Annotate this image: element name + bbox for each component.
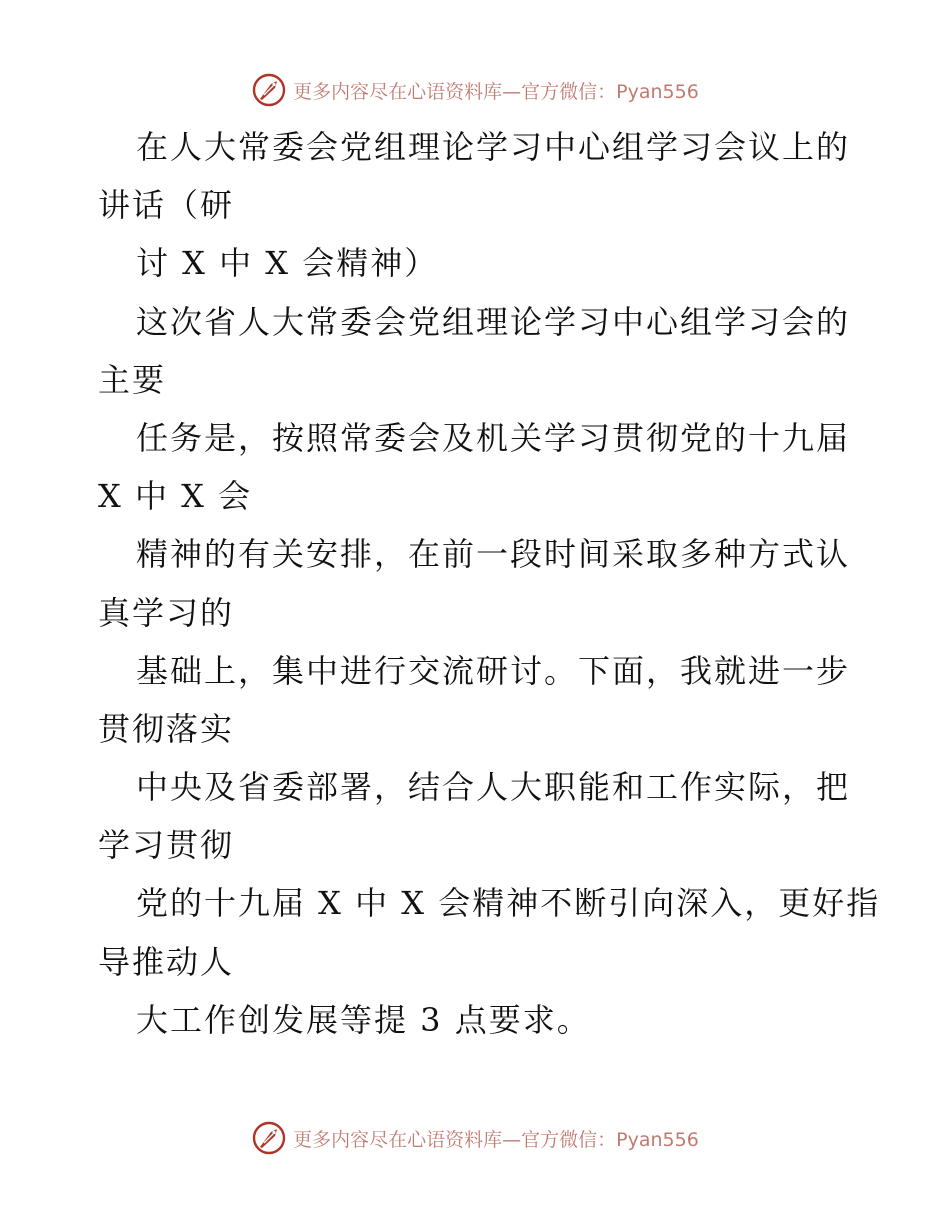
- document-line: 这次省人大常委会党组理论学习中心组学习会的: [136, 302, 851, 341]
- document-line: 讲话（研: [98, 186, 235, 225]
- document-line: 党的十九届 X 中 X 会精神不断引向深入，更好指: [136, 884, 881, 923]
- document-line: 任务是，按照常委会及机关学习贯彻党的十九届: [136, 418, 851, 457]
- document-line: 在人大常委会党组理论学习中心组学习会议上的: [136, 128, 851, 166]
- pen-nib-logo-icon: [251, 1120, 287, 1156]
- document-line: 中央及省委部署，结合人大职能和工作实际，把: [136, 768, 851, 807]
- footer-banner: [0, 1118, 950, 1158]
- document-line: 大工作创发展等提 3 点要求。: [136, 1000, 591, 1039]
- footer-banner-text: 更多内容尽在心语资料库—官方微信：Pyan556: [293, 1128, 699, 1151]
- document-line: 真学习的: [98, 593, 235, 632]
- document-line: 精神的有关安排，在前一段时间采取多种方式认: [136, 535, 851, 574]
- document-line: 基础上，集中进行交流研讨。下面，我就进一步: [136, 651, 851, 690]
- pen-nib-logo-icon: [251, 72, 287, 108]
- document-line: 讨 X 中 X 会精神）: [136, 244, 439, 283]
- document-line: 导推动人: [98, 942, 235, 981]
- document-line: 学习贯彻: [98, 826, 235, 865]
- document-line: 贯彻落实: [98, 709, 235, 748]
- document-body: [98, 118, 881, 1049]
- document-line: 主要: [98, 360, 167, 399]
- header-banner-text: 更多内容尽在心语资料库—官方微信：Pyan556: [293, 80, 699, 103]
- header-banner: [0, 70, 950, 110]
- document-line: X 中 X 会: [98, 477, 253, 516]
